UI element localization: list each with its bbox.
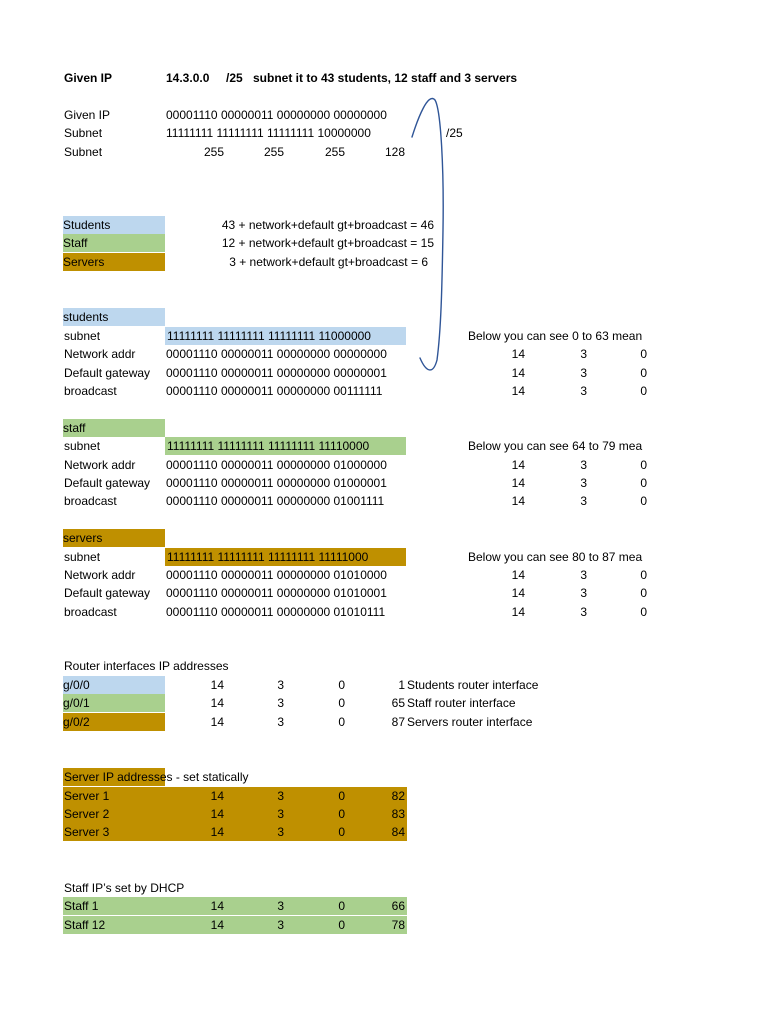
server-3-o4: 84 [391,825,405,839]
servers-gateway-o2: 3 [580,586,587,600]
size-label-students: Students [63,216,165,234]
subnet-octet-3: 255 [324,145,345,159]
subnet-binary-label: Subnet [64,126,103,140]
servers-network-o1: 14 [511,568,525,582]
staff-gateway-label: Default gateway [64,476,151,490]
server-ip-title: Server IP addresses - set statically [64,770,249,784]
server-1-name: Server 1 [64,789,110,803]
subnet-octet-2: 255 [263,145,284,159]
servers-gateway-binary: 00001110 00000011 00000000 01010001 [166,586,387,600]
staff-1-o4: 66 [391,899,405,913]
staff-12-o4: 78 [391,918,405,932]
router-g002-o3: 0 [338,715,345,729]
staff-network-o3: 0 [640,458,647,472]
staff-12-o1: 14 [210,918,224,932]
server-2-o3: 0 [338,807,345,821]
staff-12-name: Staff 12 [64,918,106,932]
staff-network-o1: 14 [511,458,525,472]
router-g000-o2: 3 [277,678,284,692]
server-1-o3: 0 [338,789,345,803]
staff-network-label: Network addr [64,458,136,472]
staff-broadcast-o2: 3 [580,494,587,508]
servers-network-label: Network addr [64,568,136,582]
staff-dhcp-title: Staff IP’s set by DHCP [64,881,185,895]
students-network-o2: 3 [580,347,587,361]
size-label-staff: Staff [63,234,165,252]
students-subnet-binary: 11111111 11111111 11111111 11000000 [165,327,406,345]
servers-gateway-o1: 14 [511,586,525,600]
staff-network-binary: 00001110 00000011 00000000 01000000 [166,458,387,472]
servers-network-o3: 0 [640,568,647,582]
students-broadcast-o2: 3 [580,384,587,398]
staff-1-name: Staff 1 [64,899,99,913]
students-gateway-o1: 14 [511,366,525,380]
router-g000-o3: 0 [338,678,345,692]
servers-broadcast-o1: 14 [511,605,525,619]
students-gateway-o2: 3 [580,366,587,380]
router-g001-o4: 65 [391,696,405,710]
staff-broadcast-o3: 0 [640,494,647,508]
staff-gateway-o1: 14 [511,476,525,490]
staff-broadcast-label: broadcast [64,494,117,508]
students-range-note: Below you can see 0 to 63 mean [468,329,643,343]
staff-range-note: Below you can see 64 to 79 mea [468,439,643,453]
router-g001-desc: Staff router interface [407,696,516,710]
staff-gateway-binary: 00001110 00000011 00000000 01000001 [166,476,387,490]
staff-gateway-o2: 3 [580,476,587,490]
students-network-o3: 0 [640,347,647,361]
students-gateway-o3: 0 [640,366,647,380]
staff-broadcast-binary: 00001110 00000011 00000000 01001111 [166,494,385,508]
servers-broadcast-o2: 3 [580,605,587,619]
router-g001-o1: 14 [210,696,224,710]
router-g000-o4: 1 [398,678,405,692]
task-description: subnet it to 43 students, 12 staff and 3 servers [253,71,518,85]
servers-range-note: Below you can see 80 to 87 mea [468,550,643,564]
given-ip-value: 14.3.0.0 [166,71,210,85]
server-1-o1: 14 [210,789,224,803]
staff-12-o3: 0 [338,918,345,932]
size-formula-staff: 12 + network+default gt+broadcast = 15 [221,236,434,250]
students-broadcast-o3: 0 [640,384,647,398]
students-gateway-binary: 00001110 00000011 00000000 00000001 [166,366,387,380]
router-g002-o2: 3 [277,715,284,729]
staff-block-title: staff [63,419,165,437]
staff-1-o2: 3 [277,899,284,913]
router-g000-o1: 14 [210,678,224,692]
staff-network-o2: 3 [580,458,587,472]
staff-1-o1: 14 [210,899,224,913]
students-network-label: Network addr [64,347,136,361]
staff-12-o2: 3 [277,918,284,932]
staff-broadcast-o1: 14 [511,494,525,508]
staff-1-o3: 0 [338,899,345,913]
router-iface-g002: g/0/2 [63,713,165,731]
router-iface-g000: g/0/0 [63,676,165,694]
servers-block-title: servers [63,529,165,547]
servers-gateway-o3: 0 [640,586,647,600]
server-2-o4: 83 [391,807,405,821]
router-g002-desc: Servers router interface [407,715,533,729]
server-3-o2: 3 [277,825,284,839]
students-broadcast-o1: 14 [511,384,525,398]
subnet-octet-4: 128 [384,145,405,159]
subnet-octet-1: 255 [203,145,224,159]
staff-gateway-o3: 0 [640,476,647,490]
servers-broadcast-binary: 00001110 00000011 00000000 01010111 [166,605,386,619]
size-label-servers: Servers [63,253,165,271]
subnet-decimal-label: Subnet [64,145,103,159]
servers-broadcast-label: broadcast [64,605,117,619]
students-broadcast-label: broadcast [64,384,117,398]
servers-subnet-label: subnet [64,550,101,564]
server-3-o3: 0 [338,825,345,839]
given-ip-label: Given IP [64,108,111,122]
server-2-o1: 14 [210,807,224,821]
students-block-title: students [63,308,165,326]
staff-subnet-binary: 11111111 11111111 11111111 11110000 [165,437,406,455]
servers-network-binary: 00001110 00000011 00000000 01010000 [166,568,387,582]
server-1-o2: 3 [277,789,284,803]
prefix-note: /25 [446,126,463,140]
staff-subnet-label: subnet [64,439,101,453]
server-3-name: Server 3 [64,825,110,839]
given-ip-heading: Given IP [64,71,113,85]
students-network-binary: 00001110 00000011 00000000 00000000 [166,347,387,361]
servers-subnet-binary: 11111111 11111111 11111111 11111000 [165,548,406,566]
router-g000-desc: Students router interface [407,678,539,692]
server-2-name: Server 2 [64,807,110,821]
students-subnet-label: subnet [64,329,101,343]
router-iface-g001: g/0/1 [63,694,165,712]
router-g001-o3: 0 [338,696,345,710]
router-g002-o1: 14 [210,715,224,729]
router-title: Router interfaces IP addresses [64,659,229,673]
server-1-o4: 82 [391,789,405,803]
students-broadcast-binary: 00001110 00000011 00000000 00111111 [166,384,383,398]
router-g001-o2: 3 [277,696,284,710]
students-network-o1: 14 [511,347,525,361]
server-3-o1: 14 [210,825,224,839]
servers-gateway-label: Default gateway [64,586,151,600]
server-2-o2: 3 [277,807,284,821]
given-prefix: /25 [226,71,243,85]
router-g002-o4: 87 [391,715,405,729]
given-ip-binary: 00001110 00000011 00000000 00000000 [166,108,387,122]
servers-network-o2: 3 [580,568,587,582]
students-gateway-label: Default gateway [64,366,151,380]
size-formula-servers: 3 + network+default gt+broadcast = 6 [229,255,428,269]
servers-broadcast-o3: 0 [640,605,647,619]
subnet-binary: 11111111 11111111 11111111 10000000 [166,126,371,140]
size-formula-students: 43 + network+default gt+broadcast = 46 [221,218,434,232]
